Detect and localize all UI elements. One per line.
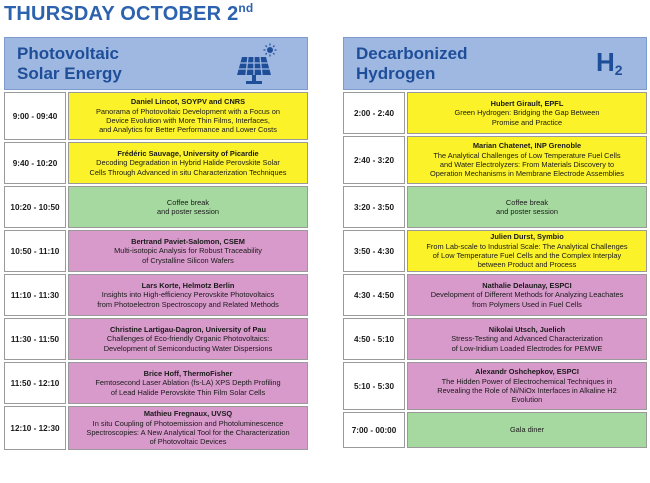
schedule-row (343, 136, 647, 184)
time-slot: 2:00 - 2:40 (343, 92, 405, 134)
speaker-name: Alexandr Oshchepkov, ESPCI (475, 367, 579, 377)
schedule-row (343, 274, 647, 316)
speaker-name: Nikolai Utsch, Juelich (488, 325, 566, 335)
talk-cell (68, 92, 308, 140)
session-header (4, 37, 308, 90)
talk-title-line: The Analytical Challenges of Low Temperature Fuel Cells (433, 150, 621, 160)
session-title (356, 44, 467, 84)
talk-title-line: Cells Through Advanced in situ Characterization Techniques (89, 167, 287, 177)
day-title-suffix: nd (238, 1, 254, 15)
talk-title-line: Insights into High-efficiency Perovskite Photovoltaics (101, 290, 275, 300)
talk-title-line: Coffee break (505, 197, 549, 207)
speaker-name: Nathalie Delaunay, ESPCI (482, 281, 572, 291)
speaker-name: Daniel Lincot, SOYPV and CNRS (130, 97, 246, 107)
day-title-text: THURSDAY OCTOBER 2 (4, 3, 239, 25)
time-slot: 2:40 - 3:20 (343, 136, 405, 184)
talk-title-line: Development of Different Methods for Analyzing Leachates (430, 290, 624, 300)
time-slot: 9:40 - 10:20 (4, 142, 66, 184)
speaker-name: Mathieu Fregnaux, UVSQ (143, 409, 233, 419)
schedule-row (4, 362, 308, 404)
speaker-name: Christine Lartigau-Dagron, University of Pau (109, 325, 267, 335)
talk-title-line: Device Evolution with More Thin Films, Interfaces, (106, 116, 270, 125)
talk-title-line: of Low Temperature Fuel Cells and the Complex Interplay (432, 251, 622, 260)
talk-title-line: from Polymers Used in Fuel Cells (472, 299, 582, 309)
talk-title-line: Challenges of Eco-friendly Organic Photovoltaics: (106, 334, 270, 344)
schedule-row (4, 406, 308, 450)
talk-title-line: From Lab-scale to Industrial Scale: The Analytical Challenges (426, 241, 628, 251)
schedule-row (343, 362, 647, 410)
talk-cell (68, 362, 308, 404)
talk-title-line: Revealing the Role of Ni/NiOx Interfaces in Alkaline H2 (437, 386, 617, 395)
talk-cell (407, 186, 647, 228)
time-slot: 4:30 - 4:50 (343, 274, 405, 316)
talk-title-line: of Photovoltaic Devices (149, 437, 227, 447)
time-slot: 11:30 - 11:50 (4, 318, 66, 360)
talk-title-line: of Lead Halide Perovskite Thin Film Solar Cells (110, 387, 266, 397)
talk-cell (407, 318, 647, 360)
schedule-row (343, 318, 647, 360)
time-slot: 3:50 - 4:30 (343, 230, 405, 272)
session-title (17, 44, 122, 84)
talk-title-line: Panorama of Photovoltaic Development with a Focus on (95, 106, 281, 116)
talk-title-line: of Low-Iridium Loaded Electrodes for PEMWE (451, 343, 603, 353)
session-header (343, 37, 647, 90)
talk-title-line: Operation Mechanisms in Membrane Electrode Assemblies (430, 169, 624, 179)
schedule-row (4, 230, 308, 272)
talk-cell (407, 362, 647, 410)
talk-title-line: and poster session (495, 207, 559, 216)
talk-title-line: from Photoelectron Spectroscopy and Related Methods (97, 299, 279, 309)
time-slot: 11:50 - 12:10 (4, 362, 66, 404)
talk-title-line: Spectroscopies: A New Analytical Tool for the Characterization (86, 428, 290, 437)
talk-cell (68, 406, 308, 450)
session-title-line: Decarbonized (356, 44, 468, 63)
talk-cell (68, 142, 308, 184)
time-slot: 7:00 - 00:00 (343, 412, 405, 448)
talk-cell (68, 274, 308, 316)
talk-title-line: Evolution (511, 395, 543, 405)
talk-title-line: and poster session (156, 207, 220, 216)
talk-cell (407, 274, 647, 316)
schedule-row (343, 230, 647, 272)
session-column-photovoltaic (4, 37, 308, 483)
speaker-name: Julien Durst, Symbio (490, 232, 564, 242)
speaker-name: Brice Hoff, ThermoFisher (143, 369, 233, 379)
schedule-row (343, 412, 647, 448)
talk-title-line: and Analytics for Better Performance and Lower Costs (99, 125, 277, 135)
time-slot: 9:00 - 09:40 (4, 92, 66, 140)
schedule-row (4, 142, 308, 184)
talk-title-line: Coffee break (166, 197, 210, 207)
talk-title-line: In situ Coupling of Photoemission and Photoluminescence (92, 418, 284, 428)
schedule-row (4, 318, 308, 360)
schedule-row (4, 186, 308, 228)
talk-cell (68, 186, 308, 228)
time-slot: 10:50 - 11:10 (4, 230, 66, 272)
talk-title-line: The Hidden Power of Electrochemical Techniques in (441, 376, 613, 386)
schedule-row (343, 92, 647, 134)
schedule-row (343, 186, 647, 228)
talk-cell (68, 318, 308, 360)
talk-title-line: of Crystalline Silicon Wafers (142, 255, 234, 265)
talk-cell (68, 230, 308, 272)
talk-cell (407, 136, 647, 184)
session-title-line: Photovoltaic (17, 44, 120, 63)
talk-cell (407, 92, 647, 134)
talk-cell (407, 230, 647, 272)
time-slot: 11:10 - 11:30 (4, 274, 66, 316)
talk-title-line: and Water Electrolyzers: From Materials Discovery to (439, 160, 615, 169)
talk-title-line: Green Hydrogen: Bridging the Gap Between (454, 108, 600, 118)
talk-title-line: Gala diner (509, 425, 545, 435)
time-slot: 10:20 - 10:50 (4, 186, 66, 228)
time-slot: 12:10 - 12:30 (4, 406, 66, 450)
schedule-row (4, 274, 308, 316)
talk-title-line: Multi-isotopic Analysis for Robust Traceability (114, 246, 262, 256)
session-column-hydrogen (343, 37, 647, 483)
speaker-name: Marian Chatenet, INP Grenoble (472, 141, 582, 151)
page-title (4, 1, 253, 23)
solar-panel-icon (233, 43, 277, 85)
speaker-name: Frédéric Sauvage, University of Picardie (117, 149, 259, 159)
time-slot: 5:10 - 5:30 (343, 362, 405, 410)
talk-title-line: between Product and Process (477, 260, 577, 270)
talk-title-line: Development of Semiconducting Water Dispersions (103, 343, 273, 353)
session-title-line: Hydrogen (356, 64, 436, 83)
speaker-name: Lars Korte, Helmotz Berlin (141, 281, 235, 291)
speaker-name: Hubert Girault, EPFL (490, 99, 564, 109)
talk-title-line: Decoding Degradation in Hybrid Halide Perovskite Solar (96, 158, 280, 168)
session-title-line: Solar Energy (17, 64, 122, 83)
talk-cell (407, 412, 647, 448)
speaker-name: Bertrand Paviet-Salomon, CSEM (131, 237, 245, 247)
hydrogen-icon: $H_2$ (596, 47, 623, 78)
talk-title-line: Promise and Practice (491, 117, 563, 127)
schedule-row (4, 92, 308, 140)
time-slot: 4:50 - 5:10 (343, 318, 405, 360)
time-slot: 3:20 - 3:50 (343, 186, 405, 228)
talk-title-line: Stress-Testing and Advanced Characterization (451, 334, 603, 344)
talk-title-line: Femtosecond Laser Ablation (fs-LA) XPS Depth Profiling (95, 378, 281, 388)
